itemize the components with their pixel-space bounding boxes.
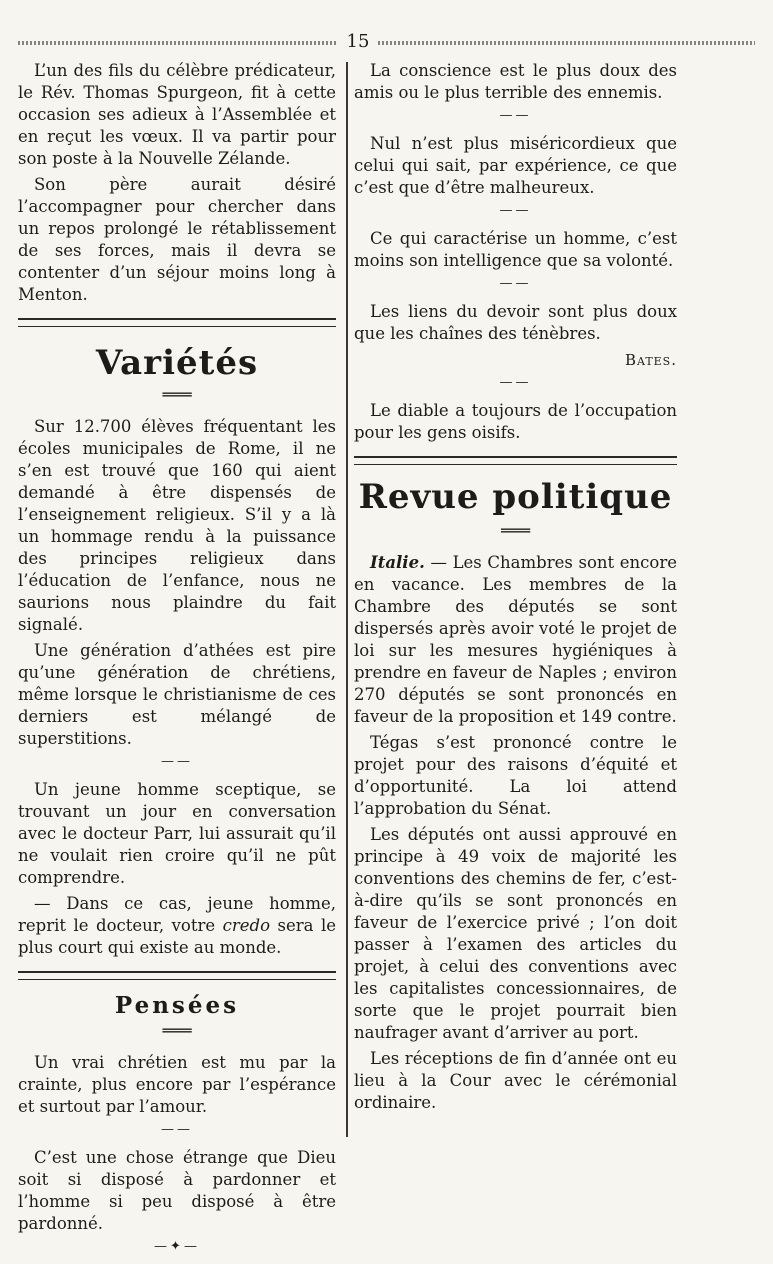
paragraph: C’est une chose étrange que Dieu soit si disposé à pardonner et l’homme si peu disposé à être pardonné. — [18, 1148, 336, 1233]
section-rule — [354, 456, 677, 465]
paragraph: Tégas s’est prononcé contre le projet pour des raisons d’équité et d’opportunité. La loi attend l’approbation du Sénat. — [354, 733, 677, 818]
title-ornament: ═══ — [501, 521, 530, 540]
paragraph: Un vrai chrétien est mu par la crainte, plus encore par l’espérance et surtout par l’amour. — [18, 1053, 336, 1116]
column-divider — [346, 62, 348, 1137]
paragraph — [354, 552, 677, 728]
page-number: 15 — [346, 31, 370, 52]
paragraph: Nul n’est plus miséricordieux que celui qui sait, par expérience, ce que c’est que d’être malheureux. — [354, 134, 677, 197]
text-run: — Les Chambres sont encore en vacance. Les membres de la Chambre des députés se sont dispersés après avoir voté le projet de loi sur les mesures hygiéniques à prendre en faveur de Naples ; environ 270 députés se sont prononcés en faveur de la proposition et 149 contre. — [354, 553, 677, 726]
paragraph: Les députés ont aussi approuvé en principe à 49 voix de majorité les conventions des chemins de fer, c’est-à-dire qu’ils se sont prononcés en faveur de l’exercice privé ; l’on doit passer à l’examen des articles du projet, à celui des conventions avec les capitalistes concessionnaires, de sorte que le projet pourrait bien naufrager avant d’arriver au port. — [354, 825, 677, 1042]
paragraph: Sur 12.700 élèves fréquentant les écoles municipales de Rome, il ne s’en est trouvé que 160 qui aient demandé à être dispensés de l’enseignement religieux. S’il y a là un hommage rendu à la puissance des principes religieux dans l’éducation de l’enfance, nous ne saurions nous plaindre du fait signalé. — [18, 417, 336, 634]
paragraph: Une génération d’athées est pire qu’une génération de chrétiens, même lorsque le christianisme de ces derniers est mélangé de superstitions. — [18, 641, 336, 748]
paragraph: Un jeune homme sceptique, se trouvant un jour en conversation avec le docteur Parr, lui assurait qu’il ne voulait rien croire qu’il ne pût comprendre. — [18, 780, 336, 887]
paragraph: L’un des fils du célèbre prédicateur, le Rév. Thomas Spurgeon, fit à cette occasion ses adieux à l’Assemblée et en reçut les vœux. Il va partir pour son poste à la Nouvelle Zélande. — [18, 61, 336, 168]
paragraph: Le diable a toujours de l’occupation pour les gens oisifs. — [354, 401, 677, 442]
section-rule — [18, 971, 336, 980]
section-title-revue-politique: Revue politique — [358, 477, 673, 517]
separator-dash: —— — [499, 276, 532, 291]
credo-word: credo — [222, 916, 271, 935]
paragraph: Ce qui caractérise un homme, c’est moins son intelligence que sa volonté. — [354, 229, 677, 270]
right-column — [354, 60, 677, 1118]
title-ornament: ═══ — [162, 385, 192, 404]
header-rule-left — [18, 41, 336, 45]
section-rule — [18, 318, 336, 327]
page-header — [18, 31, 755, 53]
italie-label: Italie. — [370, 553, 425, 572]
separator-dash: —— — [499, 375, 532, 390]
paragraph: Les réceptions de fin d’année ont eu lieu à la Cour avec le cérémonial ordinaire. — [354, 1049, 677, 1112]
text-run: sera le plus court qui existe au monde. — [18, 916, 336, 957]
text-run: — Dans ce cas, jeune homme, reprit le docteur, votre — [18, 894, 336, 935]
paragraph — [18, 893, 336, 959]
paragraph: Son père aurait désiré l’accompagner pour chercher dans un repos prolongé le rétablissement de ses forces, mais il devra se contenter d’un séjour moins long à Menton. — [18, 175, 336, 304]
separator-dash: —— — [161, 1122, 193, 1137]
signature: Bates. — [624, 351, 677, 369]
separator-dash: —— — [161, 754, 193, 769]
left-column — [18, 60, 336, 1264]
title-ornament: ═══ — [162, 1021, 192, 1040]
header-rule-right — [378, 41, 755, 45]
section-title-varietes: Variétés — [95, 343, 259, 383]
paragraph: La conscience est le plus doux des amis ou le plus terrible des ennemis. — [354, 61, 677, 102]
separator-dash: —— — [499, 203, 532, 218]
separator-dash: —— — [499, 108, 532, 123]
section-title-pensees: Pensées — [114, 992, 240, 1019]
end-ornament: —✦— — [154, 1239, 200, 1254]
paragraph: Les liens du devoir sont plus doux que les chaînes des ténèbres. — [354, 302, 677, 343]
